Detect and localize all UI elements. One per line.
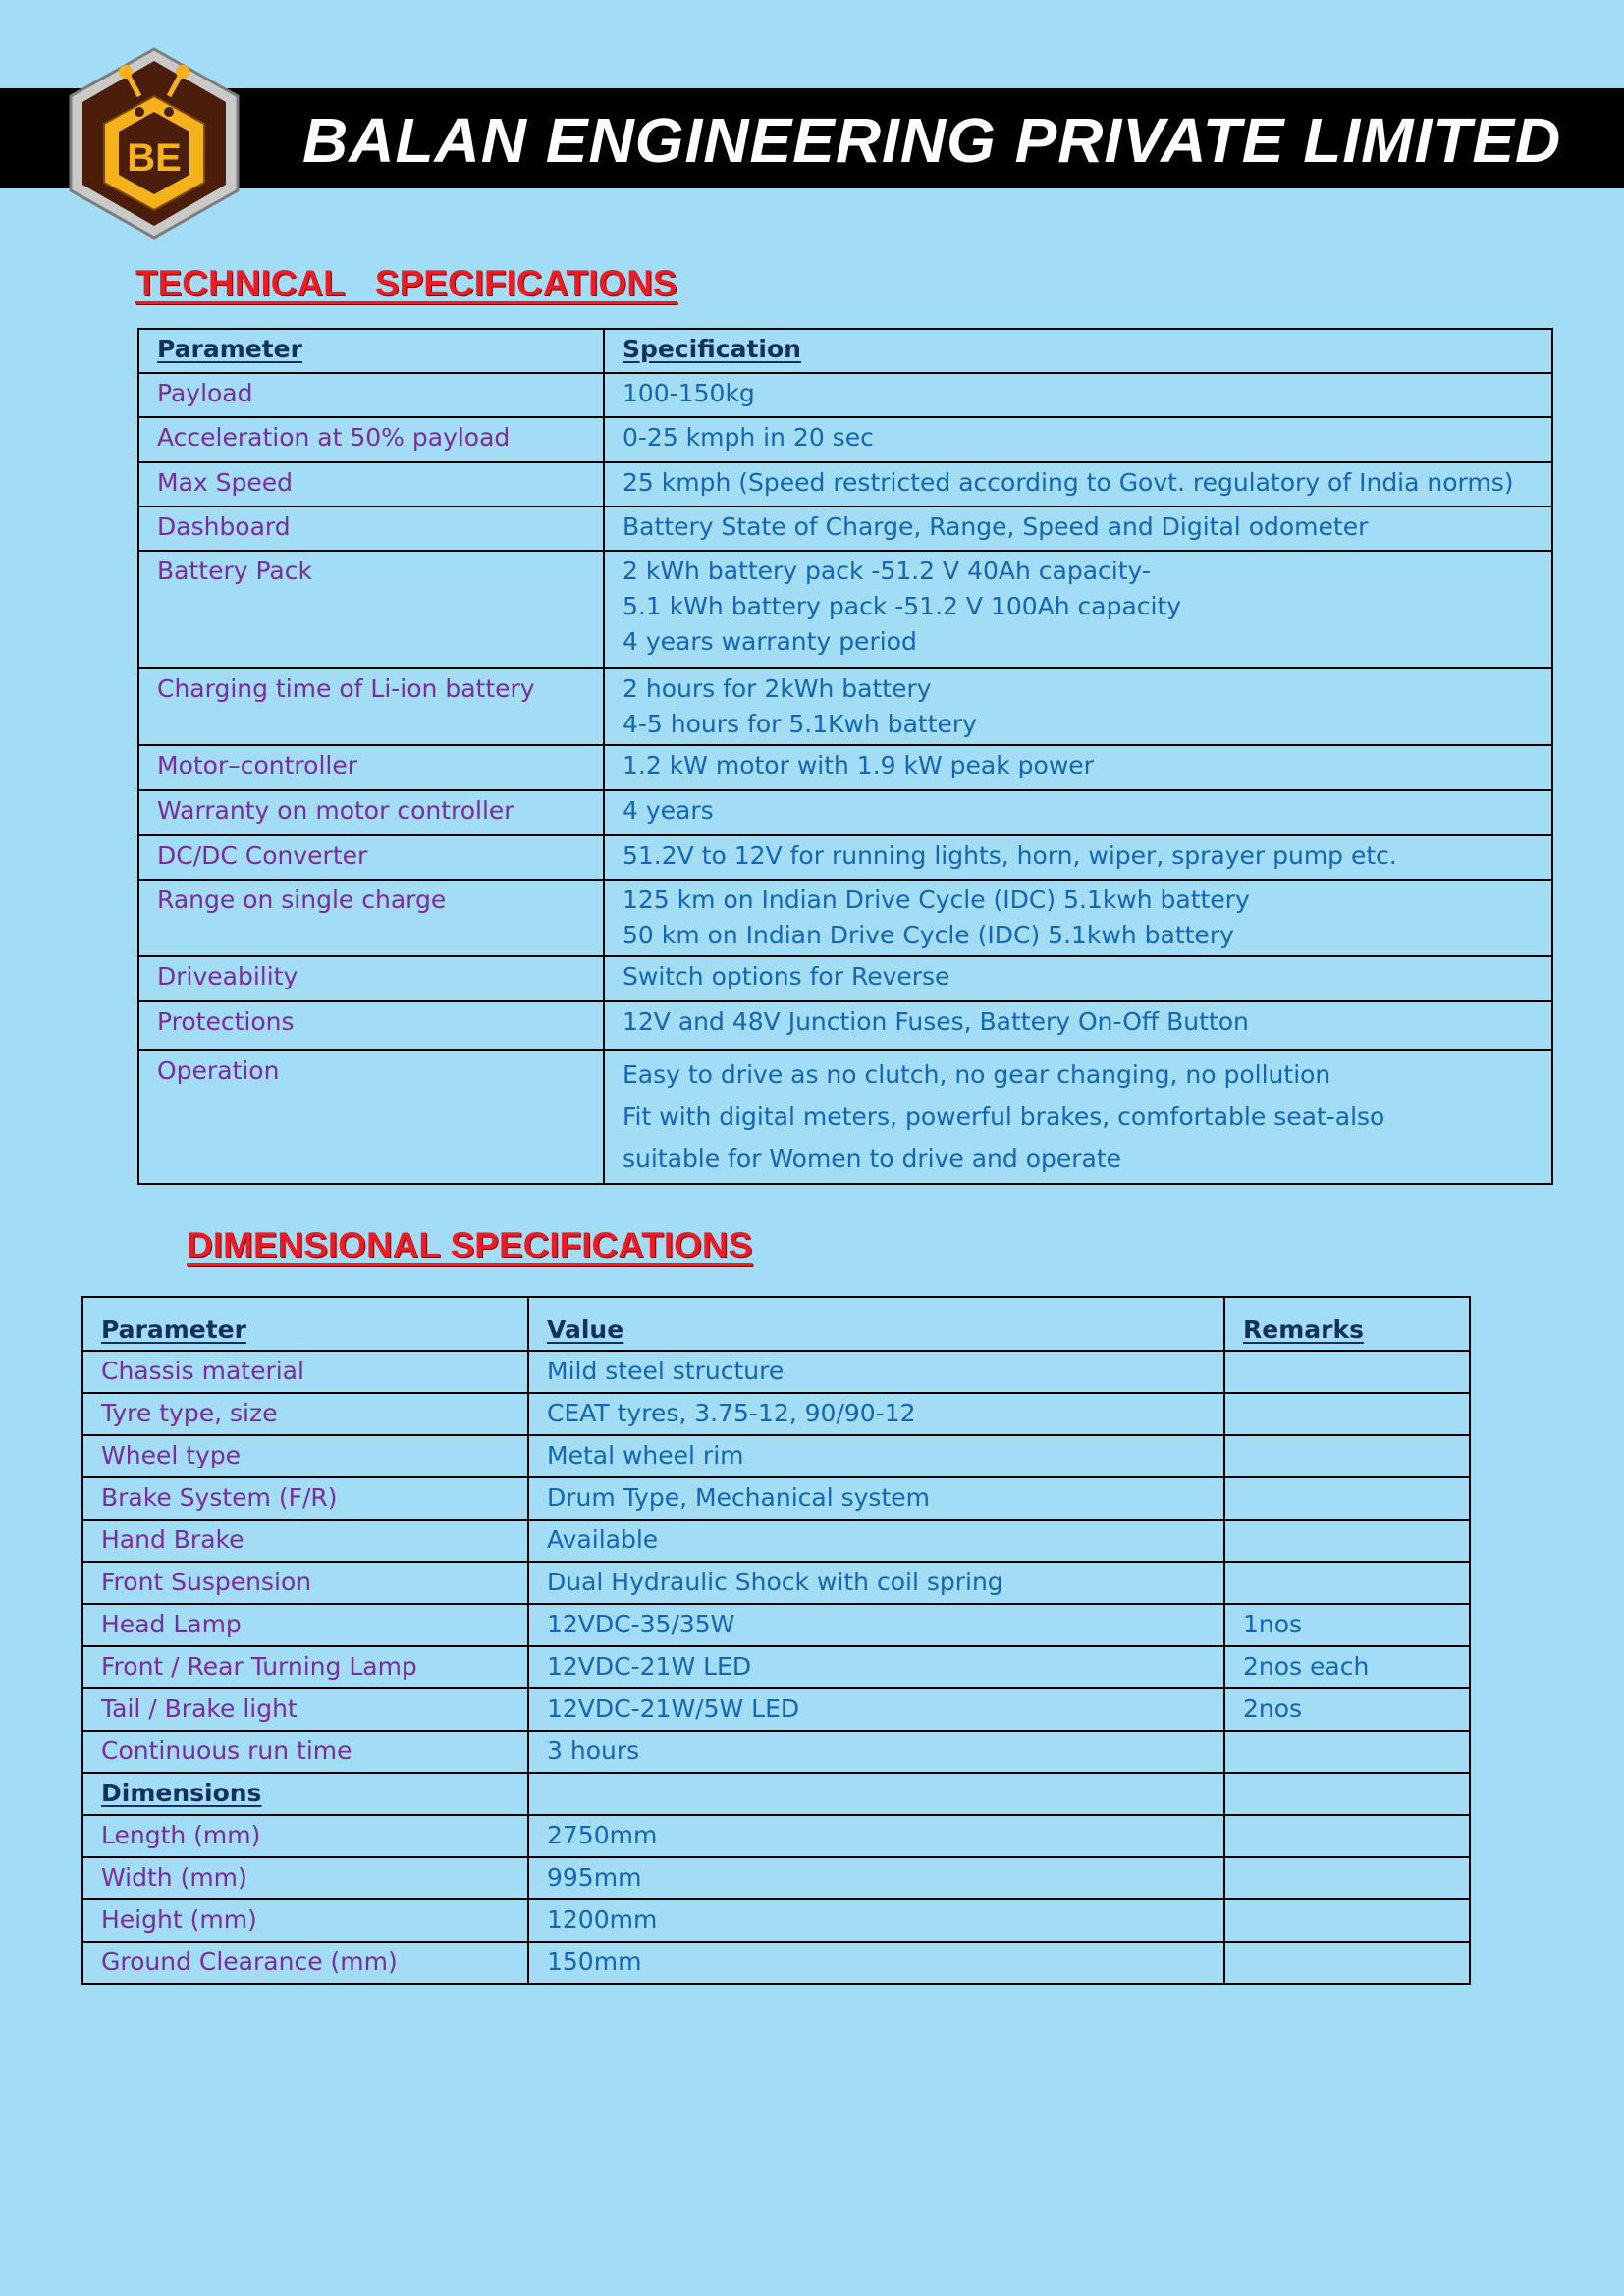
parameter-cell: Charging time of Li-ion battery — [138, 668, 604, 745]
value-cell: Dual Hydraulic Shock with coil spring — [528, 1562, 1224, 1604]
table-row — [138, 790, 1552, 835]
table-row — [82, 1731, 1470, 1773]
specification-line: 4-5 hours for 5.1Kwh battery — [623, 710, 977, 738]
parameter-cell: Tail / Brake light — [82, 1688, 528, 1731]
specification-line: 1.2 kW motor with 1.9 kW peak power — [623, 751, 1094, 779]
parameter-cell: Continuous run time — [82, 1731, 528, 1773]
specification-line: 0-25 kmph in 20 sec — [623, 423, 874, 452]
specification-cell — [604, 373, 1552, 417]
remarks-cell — [1224, 1815, 1470, 1857]
value-cell: Metal wheel rim — [528, 1435, 1224, 1477]
value-cell: 150mm — [528, 1942, 1224, 1984]
company-logo-icon — [61, 45, 247, 241]
company-name: BALAN ENGINEERING PRIVATE LIMITED — [302, 105, 1562, 176]
parameter-cell: Warranty on motor controller — [138, 790, 604, 835]
parameter-cell: Operation — [138, 1050, 604, 1184]
specification-cell — [604, 551, 1552, 668]
remarks-cell — [1224, 1477, 1470, 1520]
specification-line: 25 kmph (Speed restricted according to Govt. regulatory of India norms) — [623, 468, 1514, 497]
specification-line: Battery State of Charge, Range, Speed and Digital odometer — [623, 512, 1369, 541]
value-cell: 2750mm — [528, 1815, 1224, 1857]
specification-cell — [604, 1050, 1552, 1184]
remarks-cell — [1224, 1731, 1470, 1773]
parameter-cell: Max Speed — [138, 462, 604, 507]
table-row — [138, 417, 1552, 462]
specification-cell — [604, 1001, 1552, 1050]
svg-text:BE: BE — [127, 136, 182, 180]
parameter-cell: Front Suspension — [82, 1562, 528, 1604]
table-row — [82, 1562, 1470, 1604]
column-header-remarks: Remarks — [1243, 1315, 1364, 1344]
dimensions-heading: Dimensions — [101, 1779, 262, 1807]
value-cell — [528, 1773, 1224, 1815]
table-row — [82, 1646, 1470, 1688]
value-cell: 12VDC-21W LED — [528, 1646, 1224, 1688]
specification-cell — [604, 462, 1552, 507]
dimensions-heading-row — [82, 1773, 1470, 1815]
parameter-cell: Tyre type, size — [82, 1393, 528, 1435]
table-row — [82, 1351, 1470, 1393]
parameter-cell: Chassis material — [82, 1351, 528, 1393]
parameter-cell: Battery Pack — [138, 551, 604, 668]
remarks-cell: 2nos each — [1224, 1646, 1470, 1688]
specification-line: 4 years warranty period — [623, 627, 917, 656]
parameter-cell: Acceleration at 50% payload — [138, 417, 604, 462]
table-row — [138, 745, 1552, 790]
table-row — [138, 880, 1552, 956]
parameter-cell: Protections — [138, 1001, 604, 1050]
technical-specifications-title: TECHNICAL SPECIFICATIONS — [135, 263, 677, 303]
specification-cell — [604, 507, 1552, 551]
specification-cell — [604, 790, 1552, 835]
specification-cell — [604, 956, 1552, 1001]
table-row — [82, 1942, 1470, 1984]
remarks-cell — [1224, 1942, 1470, 1984]
table-row — [82, 1899, 1470, 1942]
table-row — [82, 1477, 1470, 1520]
specification-line: Easy to drive as no clutch, no gear changing, no pollution — [623, 1060, 1331, 1089]
specification-line: 51.2V to 12V for running lights, horn, wiper, sprayer pump etc. — [623, 841, 1397, 870]
parameter-cell: Height (mm) — [82, 1899, 528, 1942]
specification-cell — [604, 668, 1552, 745]
parameter-cell: Wheel type — [82, 1435, 528, 1477]
table-row — [82, 1520, 1470, 1562]
value-cell: 12VDC-21W/5W LED — [528, 1688, 1224, 1731]
remarks-cell: 1nos — [1224, 1604, 1470, 1646]
table-header-row — [82, 1297, 1470, 1351]
value-cell: 3 hours — [528, 1731, 1224, 1773]
specification-cell — [604, 745, 1552, 790]
table-row — [82, 1688, 1470, 1731]
remarks-cell — [1224, 1773, 1470, 1815]
value-cell: Drum Type, Mechanical system — [528, 1477, 1224, 1520]
specification-cell — [604, 880, 1552, 956]
specification-line: suitable for Women to drive and operate — [623, 1145, 1122, 1173]
column-header-parameter: Parameter — [101, 1315, 246, 1344]
value-cell: Available — [528, 1520, 1224, 1562]
value-cell: Mild steel structure — [528, 1351, 1224, 1393]
table-row — [138, 668, 1552, 745]
dimensional-specifications-title: DIMENSIONAL SPECIFICATIONS — [187, 1225, 753, 1265]
table-row — [138, 462, 1552, 507]
specification-line: 2 kWh battery pack -51.2 V 40Ah capacity- — [623, 557, 1151, 585]
remarks-cell — [1224, 1435, 1470, 1477]
parameter-cell: Range on single charge — [138, 880, 604, 956]
table-row — [138, 1050, 1552, 1184]
table-row — [138, 1001, 1552, 1050]
specification-line: 100-150kg — [623, 379, 755, 407]
parameter-cell: Payload — [138, 373, 604, 417]
table-row — [138, 956, 1552, 1001]
value-cell: CEAT tyres, 3.75-12, 90/90-12 — [528, 1393, 1224, 1435]
specification-cell — [604, 417, 1552, 462]
parameter-cell: Head Lamp — [82, 1604, 528, 1646]
remarks-cell — [1224, 1351, 1470, 1393]
parameter-cell: Motor–controller — [138, 745, 604, 790]
parameter-cell — [82, 1773, 528, 1815]
parameter-cell: Dashboard — [138, 507, 604, 551]
remarks-cell: 2nos — [1224, 1688, 1470, 1731]
parameter-cell: Driveability — [138, 956, 604, 1001]
specification-line: 12V and 48V Junction Fuses, Battery On-Off Button — [623, 1007, 1249, 1036]
table-row — [82, 1857, 1470, 1899]
table-row — [82, 1815, 1470, 1857]
remarks-cell — [1224, 1857, 1470, 1899]
parameter-cell: Hand Brake — [82, 1520, 528, 1562]
parameter-cell: DC/DC Converter — [138, 835, 604, 880]
table-row — [82, 1393, 1470, 1435]
specification-line: 5.1 kWh battery pack -51.2 V 100Ah capacity — [623, 592, 1182, 620]
specification-cell — [604, 835, 1552, 880]
parameter-cell: Front / Rear Turning Lamp — [82, 1646, 528, 1688]
specification-line: 4 years — [623, 796, 714, 825]
remarks-cell — [1224, 1520, 1470, 1562]
table-header-row — [138, 329, 1552, 373]
dimensional-specifications-table — [81, 1296, 1471, 1985]
column-header-value: Value — [547, 1315, 624, 1344]
technical-specifications-table — [137, 328, 1553, 1185]
value-cell: 12VDC-35/35W — [528, 1604, 1224, 1646]
specification-line: 50 km on Indian Drive Cycle (IDC) 5.1kwh battery — [623, 921, 1234, 949]
table-row — [138, 551, 1552, 668]
remarks-cell — [1224, 1562, 1470, 1604]
specification-line: Fit with digital meters, powerful brakes, comfortable seat-also — [623, 1102, 1385, 1131]
value-cell: 995mm — [528, 1857, 1224, 1899]
parameter-cell: Length (mm) — [82, 1815, 528, 1857]
table-row — [138, 835, 1552, 880]
parameter-cell: Ground Clearance (mm) — [82, 1942, 528, 1984]
table-row — [82, 1604, 1470, 1646]
parameter-cell: Width (mm) — [82, 1857, 528, 1899]
value-cell: 1200mm — [528, 1899, 1224, 1942]
column-header-parameter: Parameter — [157, 335, 302, 363]
parameter-cell: Brake System (F/R) — [82, 1477, 528, 1520]
specification-line: Switch options for Reverse — [623, 962, 950, 990]
column-header-specification: Specification — [623, 335, 801, 363]
table-row — [138, 507, 1552, 551]
specification-line: 2 hours for 2kWh battery — [623, 674, 932, 703]
remarks-cell — [1224, 1393, 1470, 1435]
specification-line: 125 km on Indian Drive Cycle (IDC) 5.1kwh battery — [623, 885, 1250, 914]
table-row — [82, 1435, 1470, 1477]
table-row — [138, 373, 1552, 417]
remarks-cell — [1224, 1899, 1470, 1942]
